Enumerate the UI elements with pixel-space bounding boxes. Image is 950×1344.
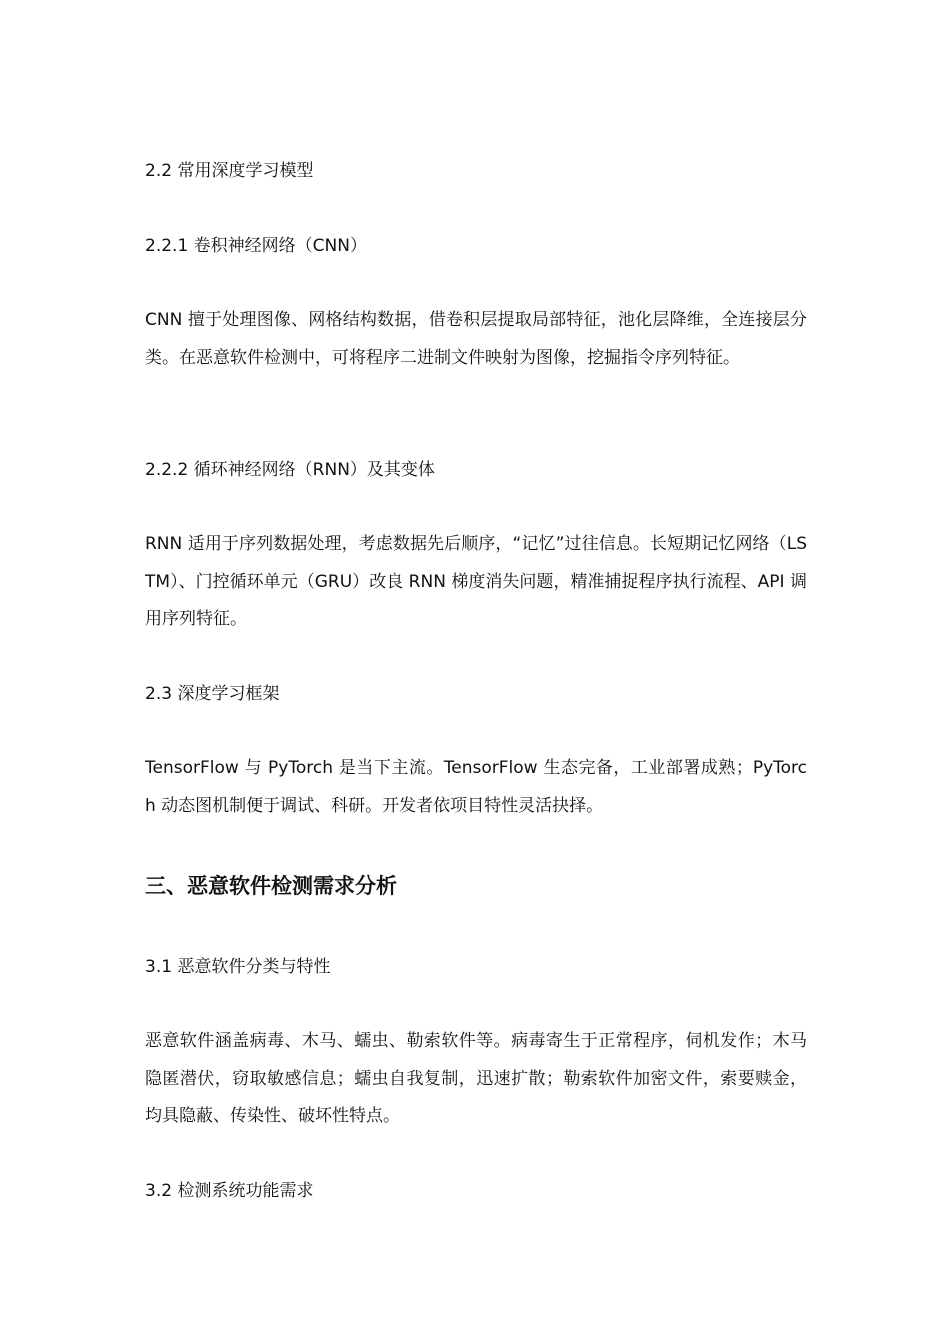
section-heading-3-2: 3.2 检测系统功能需求 [145, 1181, 314, 1201]
chapter-heading-3: 三、恶意软件检测需求分析 [145, 874, 397, 898]
section-heading-3-1: 3.1 恶意软件分类与特性 [145, 957, 331, 977]
paragraph-rnn: RNN 适用于序列数据处理，考虑数据先后顺序，“记忆”过往信息。长短期记忆网络（LSTM）、门控循环单元（GRU）改良 RNN 梯度消失问题，精准捕捉程序执行流程、API 调用序列特征。 [145, 534, 807, 629]
paragraph-frameworks: TensorFlow 与 PyTorch 是当下主流。TensorFlow 生态完备，工业部署成熟；PyTorch 动态图机制便于调试、科研。开发者依项目特性灵活抉择。 [145, 758, 807, 816]
paragraph-cnn: CNN 擅于处理图像、网格结构数据，借卷积层提取局部特征，池化层降维，全连接层分类。在恶意软件检测中，可将程序二进制文件映射为图像，挖掘指令序列特征。 [145, 310, 807, 368]
section-heading-2-2-1: 2.2.1 卷积神经网络（CNN） [145, 236, 367, 256]
section-heading-2-2: 2.2 常用深度学习模型 [145, 161, 314, 181]
section-heading-2-2-2: 2.2.2 循环神经网络（RNN）及其变体 [145, 460, 435, 480]
paragraph-malware-types: 恶意软件涵盖病毒、木马、蠕虫、勒索软件等。病毒寄生于正常程序，伺机发作；木马隐匿潜伏，窃取敏感信息；蠕虫自我复制，迅速扩散；勒索软件加密文件，索要赎金，均具隐蔽、传染性、破坏性特点。 [145, 1031, 807, 1126]
section-heading-2-3: 2.3 深度学习框架 [145, 684, 280, 704]
